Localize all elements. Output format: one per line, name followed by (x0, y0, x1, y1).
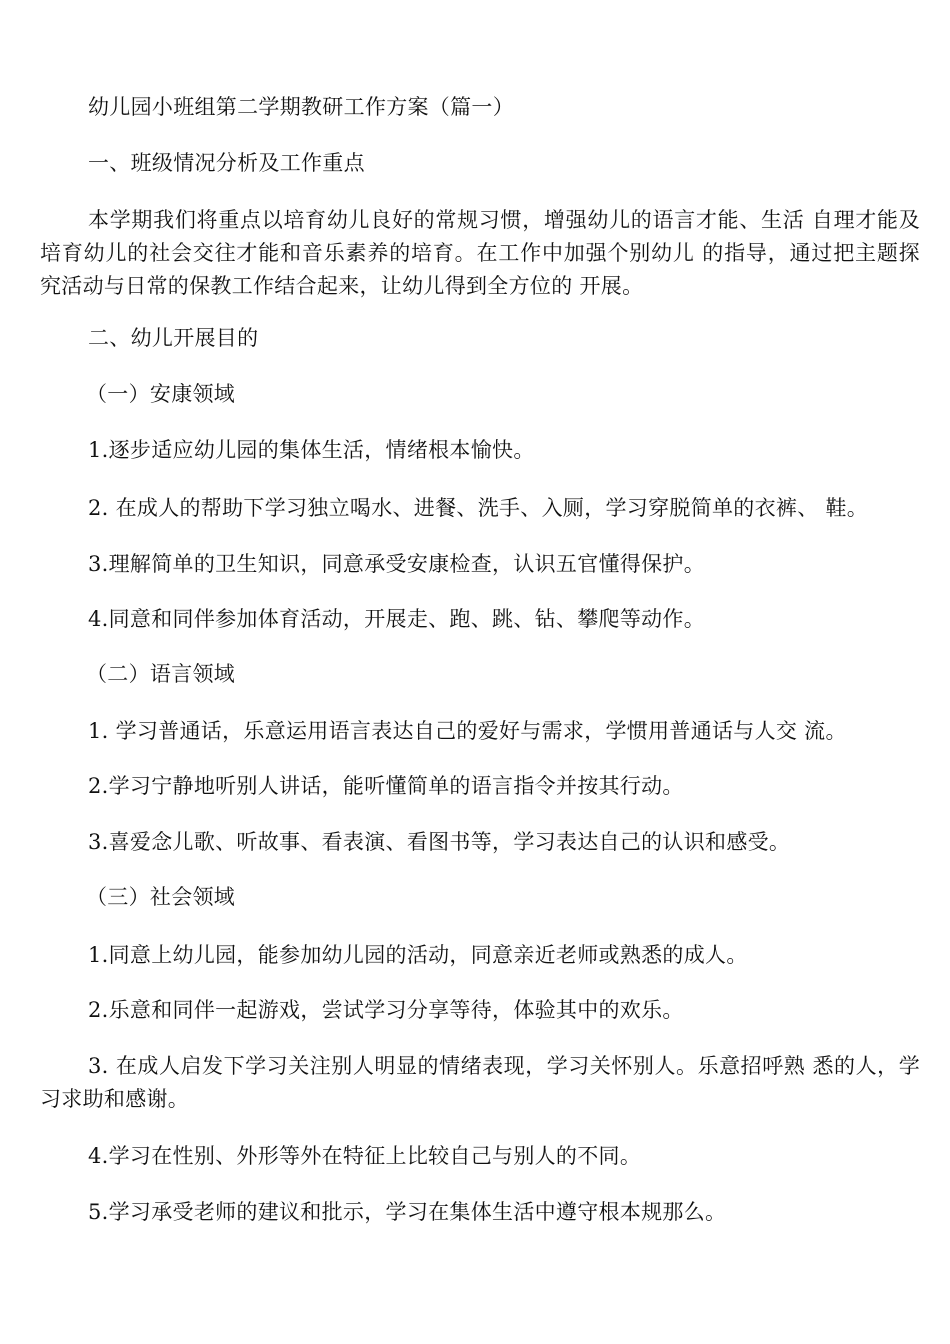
list-item: 1.逐步适应幼儿园的集体生活，情绪根本愉快。 (88, 438, 535, 462)
section-heading-class-analysis: 一、班级情况分析及工作重点 (88, 151, 365, 175)
list-item: 3.理解简单的卫生知识，同意承受安康检查，认识五官懂得保护。 (88, 552, 706, 576)
list-item: 4.学习在性别、外形等外在特征上比较自己与别人的不同。 (88, 1144, 642, 1168)
document-title: 幼儿园小班组第二学期教研工作方案（篇一） (88, 95, 514, 119)
list-item: 4.同意和同伴参加体育活动，开展走、跑、跳、钻、攀爬等动作。 (88, 607, 706, 631)
paragraph-class-analysis: 本学期我们将重点以培育幼儿良好的常规习惯，增强幼儿的语言才能、生活 自理才能及培育幼儿的社会交往才能和音乐素养的培育。在工作中加强个别幼儿 的指导，通过把主题探究活动与日常的保教工作结合起来，让幼儿得到全方位的 开展。 (40, 208, 920, 298)
list-item: 2. 在成人的帮助下学习独立喝水、进餐、洗手、入厕，学习穿脱简单的衣裤、 鞋。 (88, 496, 869, 520)
list-item: 2.乐意和同伴一起游戏，尝试学习分享等待，体验其中的欢乐。 (88, 998, 684, 1022)
list-item: 1. 学习普通话，乐意运用语言表达自己的爱好与需求，学惯用普通话与人交 流。 (88, 719, 847, 743)
subsection-heading-language: （二）语言领域 (86, 662, 236, 686)
list-item: 5.学习承受老师的建议和批示，学习在集体生活中遵守根本规那么。 (88, 1200, 727, 1224)
list-item: 3. 在成人启发下学习关注别人明显的情绪表现，学习关怀别人。乐意招呼熟 悉的人，学习求助和感谢。 (40, 1054, 920, 1111)
list-item: 1.同意上幼儿园，能参加幼儿园的活动，同意亲近老师或熟悉的成人。 (88, 943, 748, 967)
section-heading-development-goals: 二、幼儿开展目的 (88, 326, 259, 350)
list-item: 2.学习宁静地听别人讲话，能听懂简单的语言指令并按其行动。 (88, 774, 684, 798)
subsection-heading-health: （一）安康领域 (86, 382, 236, 406)
subsection-heading-social: （三）社会领域 (86, 885, 236, 909)
list-item: 3.喜爱念儿歌、听故事、看表演、看图书等，学习表达自己的认识和感受。 (88, 830, 791, 854)
